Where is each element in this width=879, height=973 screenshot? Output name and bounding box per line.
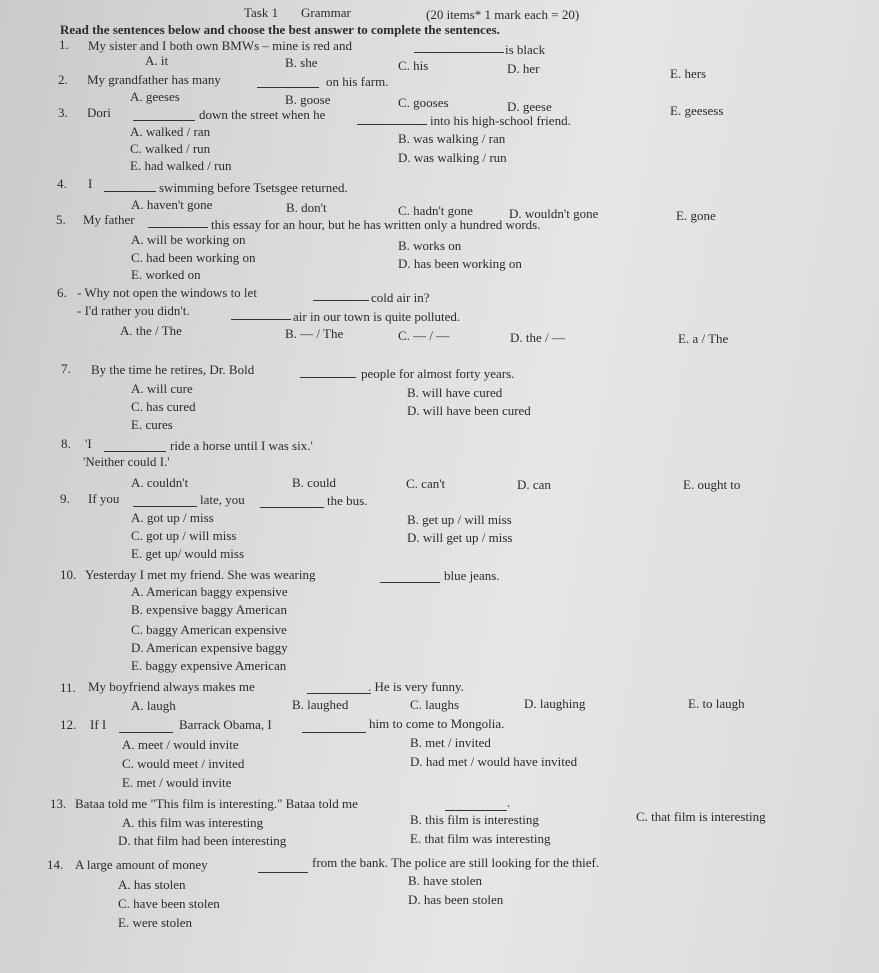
q9-option-b[interactable]: B. get up / will miss bbox=[407, 512, 512, 527]
q13-stem-b: . bbox=[507, 795, 511, 810]
q8-stem-a: 'I bbox=[85, 436, 92, 451]
q13-blank bbox=[445, 809, 507, 811]
q2-option-c[interactable]: C. gooses bbox=[398, 95, 449, 110]
q12-blank-1 bbox=[119, 731, 173, 733]
q3-stem-c: into his high-school friend. bbox=[430, 113, 571, 128]
q8-option-d[interactable]: D. can bbox=[517, 477, 551, 492]
q5-option-c[interactable]: C. had been working on bbox=[131, 250, 256, 265]
q10-option-e[interactable]: E. baggy expensive American bbox=[131, 658, 287, 673]
q12-stem-c: him to come to Mongolia. bbox=[369, 716, 505, 731]
q2-stem-a: My grandfather has many bbox=[87, 72, 221, 87]
q14-option-e[interactable]: E. were stolen bbox=[118, 915, 193, 930]
q7-option-c[interactable]: C. has cured bbox=[131, 399, 196, 414]
q5-stem-a: My father bbox=[83, 212, 135, 227]
q14-option-a[interactable]: A. has stolen bbox=[118, 877, 186, 892]
q14-option-c[interactable]: C. have been stolen bbox=[118, 896, 220, 911]
q1-blank bbox=[414, 51, 504, 53]
q9-blank-2 bbox=[260, 506, 324, 508]
q13-option-d[interactable]: D. that film had been interesting bbox=[118, 833, 287, 848]
q11-blank bbox=[307, 692, 371, 694]
q9-option-d[interactable]: D. will get up / miss bbox=[407, 530, 513, 545]
instructions: Read the sentences below and choose the best answer to complete the sentences. bbox=[60, 22, 500, 37]
q6-blank-1 bbox=[313, 299, 369, 301]
q14-number: 14. bbox=[47, 857, 64, 872]
q11-option-d[interactable]: D. laughing bbox=[524, 696, 586, 711]
q12-option-d[interactable]: D. had met / would have invited bbox=[410, 754, 578, 769]
q3-stem-b: down the street when he bbox=[199, 107, 326, 122]
q3-number: 3. bbox=[58, 105, 68, 120]
q12-option-e[interactable]: E. met / would invite bbox=[122, 775, 232, 790]
q12-stem-b: Barrack Obama, I bbox=[179, 717, 272, 732]
q8-option-e[interactable]: E. ought to bbox=[683, 477, 741, 492]
q2-stem-b: on his farm. bbox=[326, 74, 389, 89]
q5-blank bbox=[148, 226, 208, 228]
q12-option-a[interactable]: A. meet / would invite bbox=[122, 737, 239, 752]
q6-stem-d: air in our town is quite polluted. bbox=[293, 309, 461, 324]
q4-blank bbox=[104, 190, 156, 192]
q11-stem-b: . He is very funny. bbox=[368, 679, 464, 694]
q3-blank-2 bbox=[357, 123, 427, 125]
q1-number: 1. bbox=[59, 37, 69, 52]
q13-option-c[interactable]: C. that film is interesting bbox=[636, 809, 766, 824]
q6-stem-b: cold air in? bbox=[371, 290, 430, 305]
q6-option-d[interactable]: D. the / — bbox=[510, 330, 565, 345]
q7-option-e[interactable]: E. cures bbox=[131, 417, 173, 432]
q11-option-a[interactable]: A. laugh bbox=[131, 698, 176, 713]
q2-option-a[interactable]: A. geeses bbox=[130, 89, 180, 104]
q1-option-c[interactable]: C. his bbox=[398, 58, 429, 73]
q4-option-e[interactable]: E. gone bbox=[676, 208, 716, 223]
q9-number: 9. bbox=[60, 491, 70, 506]
q2-number: 2. bbox=[58, 72, 68, 87]
q11-number: 11. bbox=[60, 680, 76, 695]
q4-option-c[interactable]: C. hadn't gone bbox=[398, 203, 473, 218]
q7-option-a[interactable]: A. will cure bbox=[131, 381, 193, 396]
q10-number: 10. bbox=[60, 567, 77, 582]
q10-option-c[interactable]: C. baggy American expensive bbox=[131, 622, 287, 637]
q5-stem-b: this essay for an hour, but he has written only a hundred words. bbox=[211, 217, 541, 232]
q10-stem-b: blue jeans. bbox=[444, 568, 500, 583]
q7-number: 7. bbox=[61, 361, 71, 376]
q7-option-b[interactable]: B. will have cured bbox=[407, 385, 503, 400]
q4-option-d[interactable]: D. wouldn't gone bbox=[509, 206, 599, 221]
q13-stem-a: Bataa told me "This film is interesting." Bataa told me bbox=[75, 796, 358, 811]
q7-stem-a: By the time he retires, Dr. Bold bbox=[91, 362, 255, 377]
q12-option-c[interactable]: C. would meet / invited bbox=[122, 756, 245, 771]
q9-option-c[interactable]: C. got up / will miss bbox=[131, 528, 237, 543]
q9-stem-c: the bus. bbox=[327, 493, 368, 508]
q3-stem-a: Dori bbox=[87, 105, 111, 120]
q7-blank bbox=[300, 376, 356, 378]
q4-stem-a: I bbox=[88, 176, 93, 191]
q14-stem-a: A large amount of money bbox=[75, 857, 208, 872]
task-marks: (20 items* 1 mark each = 20) bbox=[426, 7, 580, 22]
q2-option-b[interactable]: B. goose bbox=[285, 92, 331, 107]
q7-option-d[interactable]: D. will have been cured bbox=[407, 403, 531, 418]
q1-option-b[interactable]: B. she bbox=[285, 55, 318, 70]
q9-blank-1 bbox=[133, 505, 197, 507]
q10-option-b[interactable]: B. expensive baggy American bbox=[131, 602, 287, 617]
q14-blank bbox=[258, 871, 308, 873]
q5-option-d[interactable]: D. has been working on bbox=[398, 256, 522, 271]
q6-option-e[interactable]: E. a / The bbox=[678, 331, 729, 346]
q12-number: 12. bbox=[60, 717, 77, 732]
q10-stem-a: Yesterday I met my friend. She was wearing bbox=[85, 567, 316, 582]
q3-option-e[interactable]: E. had walked / run bbox=[130, 158, 232, 173]
q5-option-a[interactable]: A. will be working on bbox=[131, 232, 246, 247]
q6-stem-c: - I'd rather you didn't. bbox=[77, 303, 190, 318]
q8-option-c[interactable]: C. can't bbox=[406, 476, 446, 491]
q12-blank-2 bbox=[302, 731, 366, 733]
q13-option-a[interactable]: A. this film was interesting bbox=[122, 815, 264, 830]
q6-option-a[interactable]: A. the / The bbox=[120, 323, 182, 338]
q9-stem-a: If you bbox=[88, 491, 120, 506]
q7-stem-b: people for almost forty years. bbox=[361, 366, 515, 381]
q8-stem-c: 'Neither could I.' bbox=[83, 454, 170, 469]
q1-option-d[interactable]: D. her bbox=[507, 61, 540, 76]
q1-option-e[interactable]: E. hers bbox=[670, 66, 707, 81]
q5-number: 5. bbox=[56, 212, 66, 227]
q3-option-a[interactable]: A. walked / ran bbox=[130, 124, 211, 139]
q8-blank bbox=[104, 450, 166, 452]
q6-blank-2 bbox=[231, 318, 291, 320]
q6-option-c[interactable]: C. — / — bbox=[398, 328, 450, 343]
q2-blank bbox=[257, 86, 319, 88]
q8-stem-b: ride a horse until I was six.' bbox=[170, 438, 313, 453]
task-topic: Grammar bbox=[301, 5, 351, 20]
q3-option-d[interactable]: D. was walking / run bbox=[398, 150, 507, 165]
q2-option-e[interactable]: E. geesess bbox=[670, 103, 724, 118]
q8-option-a[interactable]: A. couldn't bbox=[131, 475, 189, 490]
q11-option-c[interactable]: C. laughs bbox=[410, 697, 460, 712]
q6-stem-a: - Why not open the windows to let bbox=[77, 285, 257, 300]
q13-option-b[interactable]: B. this film is interesting bbox=[410, 812, 539, 827]
q6-number: 6. bbox=[57, 285, 67, 300]
q12-stem-a: If I bbox=[90, 717, 107, 732]
q3-option-c[interactable]: C. walked / run bbox=[130, 141, 211, 156]
q8-number: 8. bbox=[61, 436, 71, 451]
q4-number: 4. bbox=[57, 176, 67, 191]
q14-option-b[interactable]: B. have stolen bbox=[408, 873, 483, 888]
q3-blank-1 bbox=[133, 119, 195, 121]
q3-option-b[interactable]: B. was walking / ran bbox=[398, 131, 506, 146]
q13-number: 13. bbox=[50, 796, 67, 811]
q11-option-e[interactable]: E. to laugh bbox=[688, 696, 745, 711]
q10-blank bbox=[380, 581, 440, 583]
task-label: Task 1 bbox=[244, 5, 279, 20]
q5-option-b[interactable]: B. works on bbox=[398, 238, 462, 253]
q6-option-b[interactable]: B. — / The bbox=[285, 326, 344, 341]
q9-stem-b: late, you bbox=[200, 492, 245, 507]
q4-stem-b: swimming before Tsetsgee returned. bbox=[159, 180, 348, 195]
q9-option-a[interactable]: A. got up / miss bbox=[131, 510, 214, 525]
q4-option-b[interactable]: B. don't bbox=[286, 200, 327, 215]
q1-stem-a: My sister and I both own BMWs – mine is red and bbox=[88, 38, 352, 53]
q4-option-a[interactable]: A. haven't gone bbox=[131, 197, 213, 212]
q2-option-d[interactable]: D. geese bbox=[507, 99, 552, 114]
q1-stem-b: is black bbox=[505, 42, 546, 57]
q9-option-e[interactable]: E. get up/ would miss bbox=[131, 546, 245, 561]
q14-option-d[interactable]: D. has been stolen bbox=[408, 892, 504, 907]
q11-stem-a: My boyfriend always makes me bbox=[88, 679, 255, 694]
q1-option-a[interactable]: A. it bbox=[145, 53, 169, 68]
q10-option-a[interactable]: A. American baggy expensive bbox=[131, 584, 288, 599]
q8-option-b[interactable]: B. could bbox=[292, 475, 337, 490]
q11-option-b[interactable]: B. laughed bbox=[292, 697, 349, 712]
q14-stem-b: from the bank. The police are still looking for the thief. bbox=[312, 855, 600, 870]
q5-option-e[interactable]: E. worked on bbox=[131, 267, 201, 282]
q12-option-b[interactable]: B. met / invited bbox=[410, 735, 491, 750]
q13-option-e[interactable]: E. that film was interesting bbox=[410, 831, 551, 846]
q10-option-d[interactable]: D. American expensive baggy bbox=[131, 640, 288, 655]
